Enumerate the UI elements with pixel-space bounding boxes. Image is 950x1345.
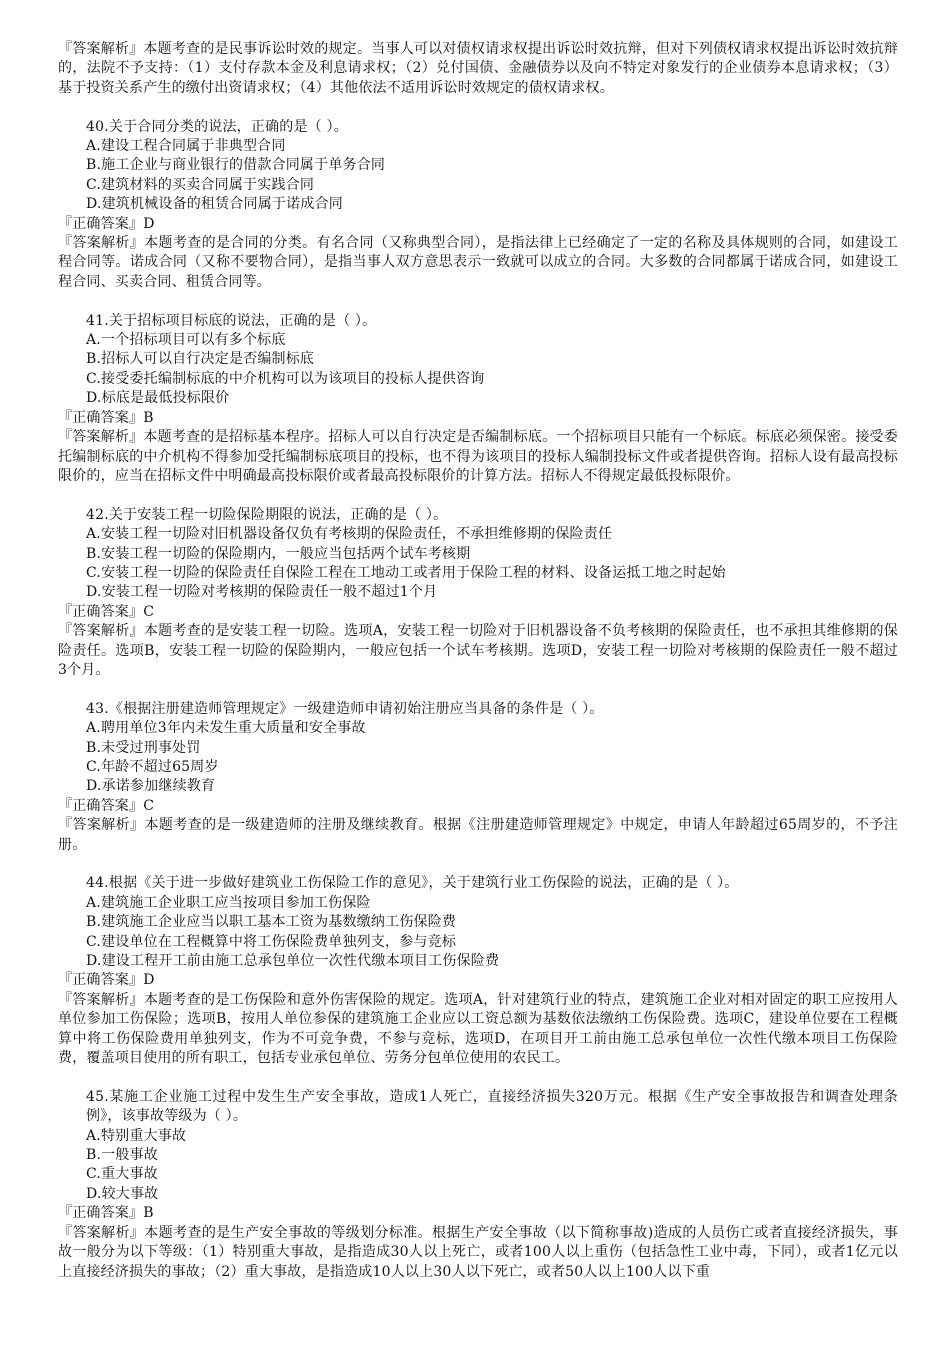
- option-d: D.建设工程开工前由施工总承包单位一次性代缴本项目工伤保险费: [86, 953, 500, 970]
- option-d: D.较大事故: [86, 1185, 159, 1202]
- question-stem: 40.关于合同分类的说法，正确的是（ ）。: [86, 118, 348, 135]
- option-b: B.招标人可以自行决定是否编制标底: [86, 351, 315, 368]
- option-c: C.年龄不超过65周岁: [86, 758, 219, 775]
- answer-explanation: 『答案解析』本题考查的是招标基本程序。招标人可以自行决定是否编制标底。一个招标项目只能有一个标底。标底必须保密。接受委托编制标底的中介机构不得参加受托编制标底项目的投标，也不得为该项目的投标人编制投标文件或者提供咨询。招标人设有最高投标限价的，应当在招标文件中明确最高投标限价或者最高投标限价的计算方法。招标人不得规定最低投标限价。: [58, 429, 898, 484]
- option-b: B.未受过刑事处罚: [86, 739, 201, 756]
- option-b: B.建筑施工企业应当以职工基本工资为基数缴纳工伤保险费: [86, 914, 457, 931]
- intro-explanation: 『答案解析』本题考查的是民事诉讼时效的规定。当事人可以对债权请求权提出诉讼时效抗辩，但对下列债权请求权提出诉讼时效抗辩的，法院不予支持：（1）支付存款本金及利息请求权；（2）兑付国债、金融债券以及向不特定对象发行的企业债券本息请求权；（3）基于投资关系产生的缴付出资请求权；（4）其他依法不适用诉讼时效规定的债权请求权。: [58, 41, 898, 96]
- question-stem: 42.关于安装工程一切险保险期限的说法，正确的是（ ）。: [86, 506, 448, 523]
- answer-explanation: 『答案解析』本题考查的是合同的分类。有名合同（又称典型合同），是指法律上已经确定了一定的名称及具体规则的合同，如建设工程合同等。诺成合同（又称不要物合同），是指当事人双方意思表示一致就可以成立的合同。大多数的合同都属于诺成合同，如建设工程合同、买卖合同、租赁合同等。: [58, 235, 898, 290]
- option-a: A.特别重大事故: [86, 1127, 187, 1144]
- answer-explanation: 『答案解析』本题考查的是生产安全事故的等级划分标准。根据生产安全事故（以下简称事故)造成的人员伤亡或者直接经济损失，事故一般分为以下等级：（1）特别重大事故，是指造成30人以上死亡，或者100人以上重伤（包括急性工业中毒，下同），或者1亿元以上直接经济损失的事故；（2）重大事故，是指造成10人以上30人以下死亡，或者50人以上100人以下重: [58, 1224, 898, 1280]
- option-c: C.安装工程一切险的保险责任自保险工程在工地动工或者用于保险工程的材料、设备运抵工地之时起始: [86, 564, 726, 581]
- option-d: D.标底是最低投标限价: [86, 390, 230, 407]
- question-43: [58, 700, 898, 855]
- spacer: [58, 486, 898, 505]
- option-a: A.安装工程一切险对旧机器设备仅负有考核期的保险责任，不承担维修期的保险责任: [86, 526, 613, 543]
- spacer: [58, 292, 898, 311]
- spacer: [58, 855, 898, 874]
- option-a: A.一个招标项目可以有多个标底: [86, 332, 286, 349]
- correct-answer: 『正确答案』D: [58, 972, 155, 989]
- option-d: D.承诺参加继续教育: [86, 778, 216, 795]
- correct-answer: 『正确答案』C: [58, 797, 155, 814]
- question-40: [58, 118, 898, 293]
- question-stem: 44.根据《关于进一步做好建筑业工伤保险工作的意见》，关于建筑行业工伤保险的说法，正确的是（ ）。: [86, 875, 739, 892]
- question-stem: 45.某施工企业施工过程中发生生产安全事故，造成1人死亡，直接经济损失320万元。根据《生产安全事故报告和调查处理条例》，该事故等级为（ ）。: [86, 1088, 898, 1125]
- option-b: B.施工企业与商业银行的借款合同属于单务合同: [86, 157, 386, 174]
- correct-answer: 『正确答案』C: [58, 603, 155, 620]
- option-b: B.安装工程一切险的保险期内，一般应当包括两个试车考核期: [86, 545, 471, 562]
- question-44: [58, 874, 898, 1068]
- document-page: [58, 40, 898, 1282]
- question-42: [58, 506, 898, 681]
- question-41: [58, 312, 898, 487]
- correct-answer: 『正确答案』B: [58, 409, 154, 426]
- option-a: A.聘用单位3年内未发生重大质量和安全事故: [86, 720, 366, 737]
- spacer: [58, 98, 898, 117]
- option-c: C.建设单位在工程概算中将工伤保险费单独列支，参与竞标: [86, 933, 457, 950]
- option-c: C.接受委托编制标底的中介机构可以为该项目的投标人提供咨询: [86, 370, 485, 387]
- answer-explanation: 『答案解析』本题考查的是安装工程一切险。选项A，安装工程一切险对于旧机器设备不负考核期的保险责任，也不承担其维修期的保险责任。选项B，安装工程一切险的保险期内，一般应包括一个试车考核期。选项D，安装工程一切险对考核期的保险责任一般不超过3个月。: [58, 623, 898, 678]
- option-b: B.一般事故: [86, 1147, 158, 1164]
- spacer: [58, 1068, 898, 1087]
- answer-explanation: 『答案解析』本题考查的是工伤保险和意外伤害保险的规定。选项A，针对建筑行业的特点，建筑施工企业对相对固定的职工应按用人单位参加工伤保险；选项B，按用人单位参保的建筑施工企业应以工资总额为基数依法缴纳工伤保险费。选项C，建设单位要在工程概算中将工伤保险费用单独列支，作为不可竞争费，不参与竞标，选项D，在项目开工前由施工总承包单位一次性代缴本项目工伤保险费，覆盖项目使用的所有职工，包括专业承包单位、劳务分包单位使用的农民工。: [58, 991, 898, 1067]
- option-d: D.安装工程一切险对考核期的保险责任一般不超过1个月: [86, 584, 438, 601]
- correct-answer: 『正确答案』D: [58, 215, 155, 232]
- option-d: D.建筑机械设备的租赁合同属于诺成合同: [86, 196, 343, 213]
- option-a: A.建设工程合同属于非典型合同: [86, 138, 286, 155]
- question-stem: 41.关于招标项目标底的说法，正确的是（ ）。: [86, 312, 377, 329]
- option-a: A.建筑施工企业职工应当按项目参加工伤保险: [86, 894, 371, 911]
- correct-answer: 『正确答案』B: [58, 1205, 154, 1222]
- option-c: C.重大事故: [86, 1166, 158, 1183]
- option-c: C.建筑材料的买卖合同属于实践合同: [86, 176, 315, 193]
- question-45: [58, 1088, 898, 1282]
- question-stem: 43.《根据注册建造师管理规定》一级建造师申请初始注册应当具备的条件是（ ）。: [86, 700, 604, 717]
- spacer: [58, 680, 898, 699]
- answer-explanation: 『答案解析』本题考查的是一级建造师的注册及继续教育。根据《注册建造师管理规定》中规定，申请人年龄超过65周岁的，不予注册。: [58, 817, 898, 853]
